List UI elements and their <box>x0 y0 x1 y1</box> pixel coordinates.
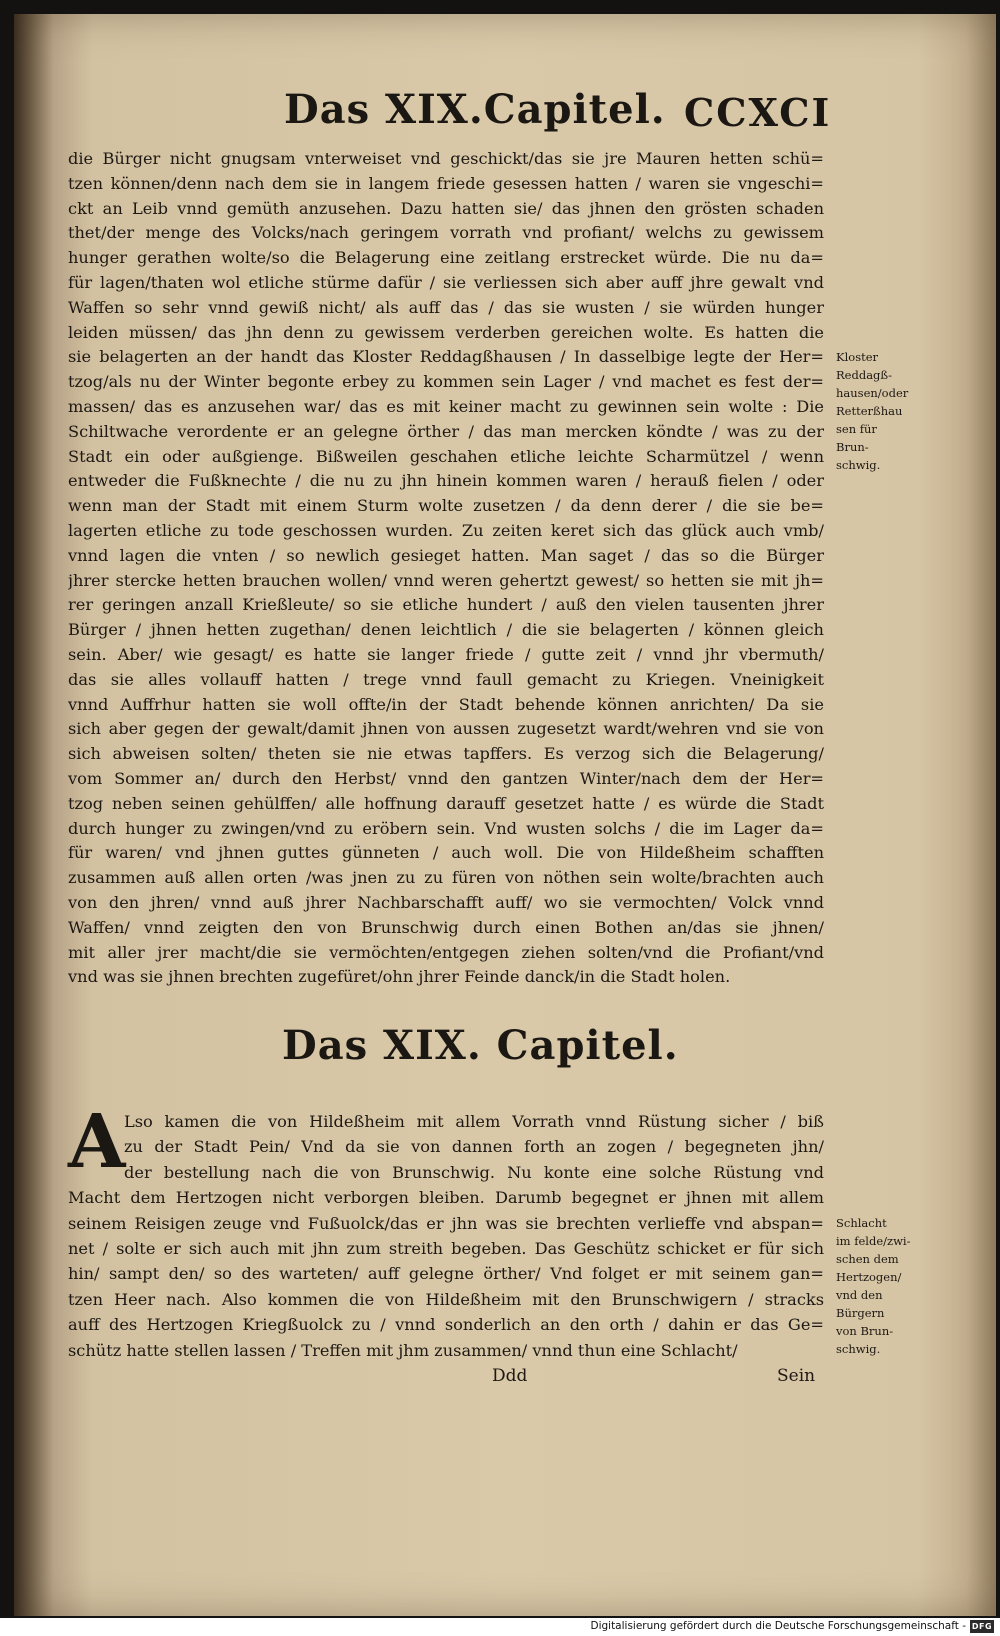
text-line: Waffen so sehr vnnd gewiß nicht/ als auff das / das sie wusten / sie würden hunger <box>68 297 824 317</box>
margin-note-line: im felde/zwi- <box>836 1234 911 1248</box>
text-line: ckt an Leib vnnd gemüth anzusehen. Dazu hatten sie/ das jhnen den grösten schaden <box>68 198 824 218</box>
dfg-logo: DFG <box>971 1622 993 1631</box>
text-line: massen/ das es anzusehen war/ das es mit keiner macht zu gewinnen sein wolte : Die <box>68 396 824 416</box>
text-line: sich aber gegen der gewalt/damit jhnen von aussen zugesetzt wardt/wehren vnd sie von <box>68 719 824 739</box>
text-line: der bestellung nach die von Brunschwig. Nu konte eine solche Rüstung vnd <box>124 1162 824 1182</box>
folio-number: CCXCI <box>684 90 832 135</box>
text-line: hunger gerathen wolte/so die Belagerung eine zeitlang erstrecket würde. Die nu da= <box>68 248 824 268</box>
margin-note-line: von Brun- <box>836 1324 894 1338</box>
text-line: vnnd Auffrhur hatten sie woll offte/in der Stadt behende können anrichten/ Da sie <box>68 694 824 714</box>
text-line: durch hunger zu zwingen/vnd zu eröbern sein. Vnd wusten solchs / die im Lager da= <box>68 818 824 838</box>
running-title: Das XIX.Capitel. <box>284 86 666 133</box>
footer-bar <box>0 1618 1000 1636</box>
text-line: tzog/als nu der Winter begonte erbey zu kommen sein Lager / vnd machet es fest der= <box>68 372 824 392</box>
margin-note-line: schen dem <box>836 1252 899 1266</box>
text-line: Macht dem Hertzogen nicht verborgen bleiben. Darumb begegnet er jhnen mit allem <box>68 1188 824 1208</box>
text-line: zu der Stadt Pein/ Vnd da sie von dannen forth an zogen / begegneten jhn/ <box>124 1137 824 1157</box>
margin-note-line: Retterßhau <box>836 404 903 418</box>
margin-note-line: Hertzogen/ <box>836 1270 902 1284</box>
margin-note-line: Reddagß- <box>836 368 892 382</box>
text-line: vnd was sie jhnen brechten zugefüret/ohn jhrer Feinde danck/in die Stadt holen. <box>68 967 731 987</box>
catchword: Sein <box>777 1366 816 1386</box>
body-paragraph-2 <box>68 1109 824 1363</box>
book-page <box>14 14 996 1616</box>
digitization-credit: Digitalisierung gefördert durch die Deutsche Forschungsgemeinschaft - <box>590 1620 966 1632</box>
margin-note-line: sen für <box>836 422 877 436</box>
text-line: sein. Aber/ wie gesagt/ es hatte sie langer friede / gutte zeit / vnnd jhr vbermuth/ <box>68 644 824 664</box>
text-line: das sie alles vollauff hatten / trege vnnd faull gemacht zu Kriegen. Vneinigkeit <box>68 669 824 689</box>
margin-note-line: Kloster <box>836 350 879 364</box>
text-line: vnnd lagen die vnten / so newlich gesieget hatten. Man saget / das so die Bürger <box>68 545 824 565</box>
text-line: sie belagerten an der handt das Kloster Reddagßhausen / In dasselbige legte der Her= <box>68 347 824 367</box>
text-line: rer geringen anzall Krießleute/ so sie etliche hundert / auß den vielen tausenten jhrer <box>68 595 824 615</box>
text-line: entweder die Fußknechte / die nu zu jhn hinein kommen waren / herauß fielen / oder <box>68 471 824 491</box>
drop-cap-initial: A <box>68 1099 126 1185</box>
text-line: leiden müssen/ das jhn denn zu gewissem verderben gereichen wolte. Es hatten die <box>68 322 824 342</box>
text-line: jhrer stercke hetten brauchen wollen/ vnnd weren gehertzt gewest/ so hetten sie mit jh= <box>68 570 824 590</box>
signature-mark: Ddd <box>492 1366 528 1386</box>
text-line: lagerten etliche zu tode geschossen wurden. Zu zeiten keret sich das glück auch vmb/ <box>68 520 824 540</box>
text-line: Waffen/ vnnd zeigten den von Brunschwig durch einen Bothen an/das sie jhnen/ <box>68 917 824 937</box>
text-line: Schiltwache verordente er an gelegne örther / das man mercken köndte / was zu der <box>68 421 824 441</box>
margin-note-line: Brun- <box>836 440 869 454</box>
text-line: tzog neben seinen gehülffen/ alle hoffnung darauff gesetzet hatte / es würde die Stadt <box>68 793 824 813</box>
text-line: hin/ sampt den/ so des warteten/ auff gelegne örther/ Vnd folget er mit seinem gan= <box>68 1264 824 1284</box>
text-line: die Bürger nicht gnugsam vnterweiset vnd geschickt/das sie jre Mauren hetten schü= <box>68 149 824 168</box>
text-line: für waren/ vnd jhnen guttes günneten / auch woll. Die von Hildeßheim schafften <box>68 843 824 863</box>
margin-note-schlacht <box>836 1214 926 1358</box>
margin-note-line: Bürgern <box>836 1306 885 1320</box>
margin-note-line: schwig. <box>836 458 881 472</box>
margin-note-line: vnd den <box>836 1288 883 1302</box>
text-line: sich abweisen solten/ theten sie nie etwas tapffers. Es verzog sich die Belagerung/ <box>68 744 824 764</box>
text-line: tzen Heer nach. Also kommen die von Hildeßheim mit den Brunschwigern / stracks <box>68 1289 824 1309</box>
text-line: zusammen auß allen orten /was jnen zu zu füren von nöthen sein wolte/brachten auch <box>68 868 824 888</box>
text-line: net / solte er sich auch mit jhn zum streith begeben. Das Geschütz schicket er für sich <box>68 1238 824 1258</box>
text-line: wenn man der Stadt mit einem Sturm wolte zusetzen / da denn derer / die sie be= <box>68 496 824 516</box>
text-line: Lso kamen die von Hildeßheim mit allem Vorrath vnnd Rüstung sicher / biß <box>124 1112 824 1131</box>
text-line: seinem Reisigen zeuge vnd Fußuolck/das er jhn was sie brechten verlieffe vnd abspan= <box>68 1213 824 1233</box>
text-line: von den jhren/ vnnd auß jhrer Nachbarschafft auff/ wo sie vermochten/ Volck vnnd <box>68 892 824 912</box>
margin-note-kloster <box>836 348 926 474</box>
text-line: Bürger / jhnen hetten zugethan/ denen leichtlich / die sie belagerten / können gleich <box>68 620 824 640</box>
text-line: mit aller jrer macht/die sie vermöchten/entgegen ziehen solten/vnd die Profiant/vnd <box>68 942 824 962</box>
margin-note-line: hausen/oder <box>836 386 909 400</box>
text-line: thet/der menge des Volcks/nach geringem vorrath vnd profiant/ welchs zu gewissem <box>68 223 824 243</box>
text-line: auff des Hertzogen Kriegßuolck zu / vnnd sonderlich an den orth / dahin er das Ge= <box>68 1315 824 1335</box>
body-paragraph-1 <box>68 147 824 990</box>
text-line: schütz hatte stellen lassen / Treffen mit jhm zusammen/ vnnd thun eine Schlacht/ <box>68 1340 738 1360</box>
margin-note-line: Schlacht <box>836 1216 887 1230</box>
text-line: tzen können/denn nach dem sie in langem friede gesessen hatten / waren sie vngeschi= <box>68 173 824 193</box>
text-line: vom Sommer an/ durch den Herbst/ vnnd den gantzen Winter/nach dem der Her= <box>68 768 824 788</box>
margin-note-line: schwig. <box>836 1342 881 1356</box>
text-line: Stadt ein oder außgienge. Bißweilen geschahen etliche leichte Scharmützel / wenn <box>68 446 824 466</box>
text-line: für lagen/thaten wol etliche stürme dafür / sie verliessen sich aber auff jhre gewalt vnd <box>68 272 824 292</box>
chapter-heading: Das XIX. Capitel. <box>282 1022 679 1069</box>
